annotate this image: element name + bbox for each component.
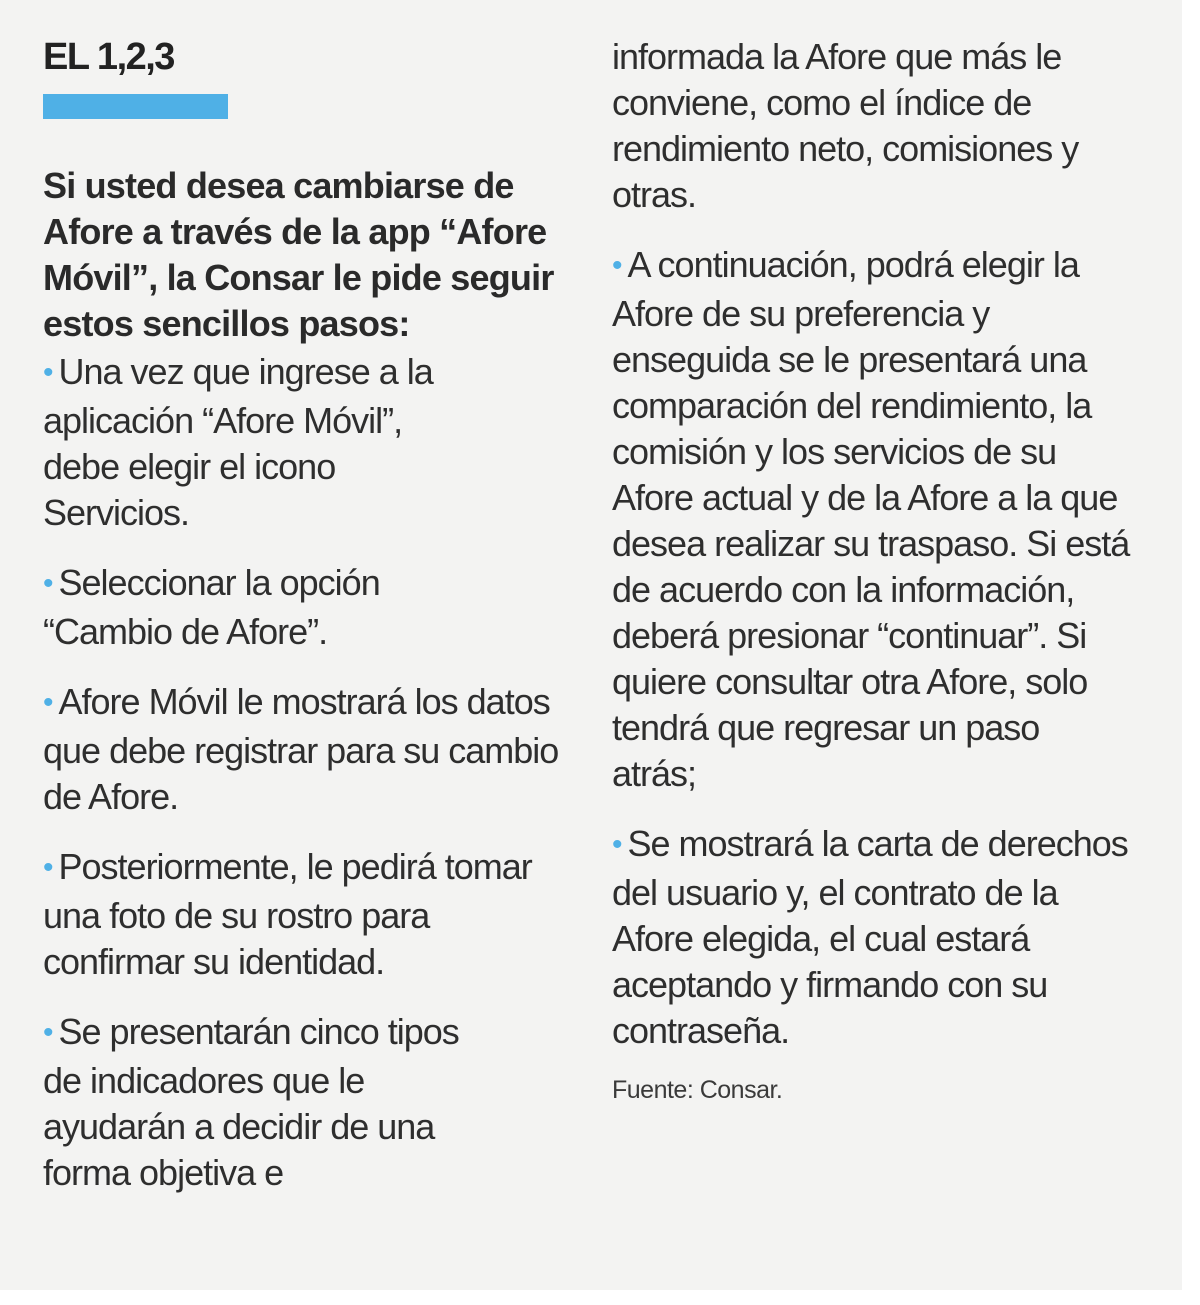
bullet-icon: • <box>43 356 53 389</box>
bullet-icon: • <box>43 567 53 600</box>
step-text: Seleccionar la opción “Cambio de Afore”. <box>43 562 380 652</box>
right-column <box>612 0 1152 1105</box>
bullet-icon: • <box>43 1016 53 1049</box>
step-item <box>43 349 443 536</box>
bullet-icon: • <box>612 249 622 282</box>
step-text: Posteriormente, le pedirá tomar una foto de su rostro para confirmar su identidad. <box>43 846 532 982</box>
step-continuation: informada la Afore que más le conviene, como el índice de rendimiento neto, comisiones y otras. <box>612 36 1079 215</box>
accent-bar <box>43 94 228 119</box>
step-item <box>612 242 1132 797</box>
step-text: Una vez que ingrese a la aplicación “Afore Móvil”, debe elegir el icono Servicios. <box>43 351 433 533</box>
step-text: Afore Móvil le mostrará los datos que debe registrar para su cambio de Afore. <box>43 681 559 817</box>
step-item <box>43 679 563 820</box>
source-note: Fuente: Consar. <box>612 1076 783 1104</box>
step-item <box>612 821 1142 1054</box>
step-text: Se mostrará la carta de derechos del usuario y, el contrato de la Afore elegida, el cual estará aceptando y firmando con su contraseña. <box>612 823 1128 1051</box>
step-item <box>43 1009 503 1196</box>
bullet-icon: • <box>43 851 53 884</box>
step-item <box>43 560 483 655</box>
step-item <box>43 844 573 985</box>
step-text: Se presentarán cinco tipos de indicadores que le ayudarán a decidir de una forma objetiva e <box>43 1011 459 1193</box>
heading: EL 1,2,3 <box>43 36 174 78</box>
step-text: A continuación, podrá elegir la Afore de su preferencia y enseguida se le presentará una comparación del rendimiento, la comisión y los servicios de su Afore actual y de la Afore a la que desea realizar su traspaso. Si está de acuerdo con la información, deberá presionar “continuar”. Si quiere consultar otra Afore, solo tendrá que regresar un paso atrás; <box>612 244 1130 794</box>
bullet-icon: • <box>43 686 53 719</box>
bullet-icon: • <box>612 828 622 861</box>
intro-text: Si usted desea cambiarse de Afore a través de la app “Afore Móvil”, la Consar le pide seguir estos sencillos pasos: <box>43 165 554 344</box>
left-column <box>43 0 573 1196</box>
